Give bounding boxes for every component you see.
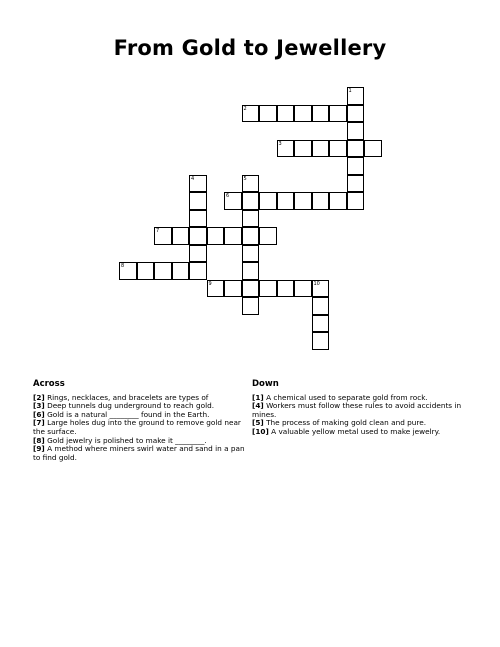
clue-number: [9]	[33, 444, 45, 454]
grid-cell[interactable]	[312, 315, 330, 333]
across-clues	[33, 380, 245, 462]
grid-cell[interactable]	[259, 280, 277, 298]
clue-text: A method where miners swirl water and sand in a pan to find gold.	[33, 444, 245, 462]
grid-cell[interactable]	[259, 105, 277, 123]
down-clue	[252, 428, 467, 437]
grid-cell[interactable]	[347, 122, 365, 140]
clue-text: Rings, necklaces, and bracelets are types of	[44, 392, 209, 402]
grid-cell[interactable]	[172, 227, 190, 245]
clue-number: [2]	[33, 392, 45, 402]
clue-text: Gold is a natural ________ found in the Earth.	[44, 409, 210, 419]
grid-cell[interactable]	[172, 262, 190, 280]
grid-cell[interactable]	[189, 262, 207, 280]
grid-cell[interactable]	[277, 192, 295, 210]
cell-number: 8	[121, 263, 125, 269]
grid-cell[interactable]	[277, 105, 295, 123]
grid-cell[interactable]	[277, 280, 295, 298]
grid-cell[interactable]	[312, 280, 330, 298]
clue-text: Gold jewelry is polished to make it ________.	[44, 435, 207, 445]
page-title: From Gold to Jewellery	[113, 36, 387, 60]
clue-number: [3]	[33, 401, 45, 411]
grid-cell[interactable]	[242, 297, 260, 315]
clue-number: [6]	[33, 409, 45, 419]
clue-number: [1]	[252, 392, 264, 402]
across-clue-list	[33, 394, 245, 463]
cell-number: 1	[348, 88, 352, 94]
clue-number: [8]	[33, 435, 45, 445]
clue-number: [5]	[252, 418, 264, 428]
grid-cell[interactable]	[259, 227, 277, 245]
cell-number: 7	[156, 228, 160, 234]
cell-number: 9	[208, 280, 212, 287]
down-clues	[252, 380, 467, 437]
grid-cell[interactable]	[242, 280, 260, 298]
cell-number: 3	[278, 140, 282, 147]
grid-cell[interactable]	[137, 262, 155, 280]
cell-number: 5	[243, 175, 247, 182]
cell-number: 2	[243, 105, 247, 112]
clue-text: The process of making gold clean and pure.	[263, 418, 427, 428]
grid-cell[interactable]	[189, 175, 207, 193]
grid-cell[interactable]	[119, 262, 137, 280]
across-heading: Across	[33, 379, 65, 389]
grid-cell[interactable]	[224, 227, 242, 245]
clue-text: A valuable yellow metal used to make jewelry.	[268, 426, 441, 436]
grid-cell[interactable]	[294, 192, 312, 210]
cell-number: 6	[226, 193, 230, 199]
grid-cell[interactable]	[329, 192, 347, 210]
across-clue	[33, 419, 245, 436]
grid-cell[interactable]	[154, 227, 172, 245]
grid-cell[interactable]	[242, 105, 260, 123]
clue-text: Deep tunnels dug underground to reach gold.	[44, 401, 215, 411]
clue-text: Workers must follow these rules to avoid accidents in mines.	[252, 401, 462, 419]
grid-cell[interactable]	[347, 87, 365, 105]
grid-cell[interactable]	[207, 280, 225, 298]
grid-cell[interactable]	[224, 192, 242, 210]
clue-number: [7]	[33, 418, 45, 428]
grid-cell[interactable]	[329, 140, 347, 158]
clue-number: [10]	[252, 426, 269, 436]
grid-cell[interactable]	[189, 245, 207, 263]
grid-cell[interactable]	[294, 280, 312, 298]
grid-cell[interactable]	[347, 105, 365, 123]
grid-cell[interactable]	[242, 175, 260, 193]
grid-cell[interactable]	[347, 140, 365, 158]
grid-cell[interactable]	[154, 262, 172, 280]
grid-cell[interactable]	[242, 245, 260, 263]
down-heading: Down	[252, 379, 279, 389]
grid-cell[interactable]	[259, 192, 277, 210]
grid-cell[interactable]	[242, 210, 260, 228]
grid-cell[interactable]	[224, 280, 242, 298]
cell-number: 10	[313, 280, 320, 287]
clue-text: Large holes dug into the ground to remove gold near the surface.	[33, 418, 241, 436]
grid-cell[interactable]	[242, 227, 260, 245]
down-clue	[252, 402, 467, 419]
grid-cell[interactable]	[242, 262, 260, 280]
grid-cell[interactable]	[207, 227, 225, 245]
grid-cell[interactable]	[189, 192, 207, 210]
grid-cell[interactable]	[347, 157, 365, 175]
grid-cell[interactable]	[189, 227, 207, 245]
grid-cell[interactable]	[364, 140, 382, 158]
grid-cell[interactable]	[312, 192, 330, 210]
grid-cell[interactable]	[242, 192, 260, 210]
grid-cell[interactable]	[329, 105, 347, 123]
cell-number: 4	[191, 175, 195, 182]
down-clue-list	[252, 394, 467, 437]
across-clue	[33, 445, 245, 462]
grid-cell[interactable]	[347, 192, 365, 210]
grid-cell[interactable]	[312, 297, 330, 315]
grid-cell[interactable]	[347, 175, 365, 193]
grid-cell[interactable]	[312, 140, 330, 158]
grid-cell[interactable]	[312, 332, 330, 350]
grid-cell[interactable]	[189, 210, 207, 228]
grid-cell[interactable]	[312, 105, 330, 123]
grid-cell[interactable]	[277, 140, 295, 158]
grid-cell[interactable]	[294, 140, 312, 158]
clue-number: [4]	[252, 401, 264, 411]
clue-text: A chemical used to separate gold from rock.	[263, 392, 428, 402]
grid-cell[interactable]	[294, 105, 312, 123]
